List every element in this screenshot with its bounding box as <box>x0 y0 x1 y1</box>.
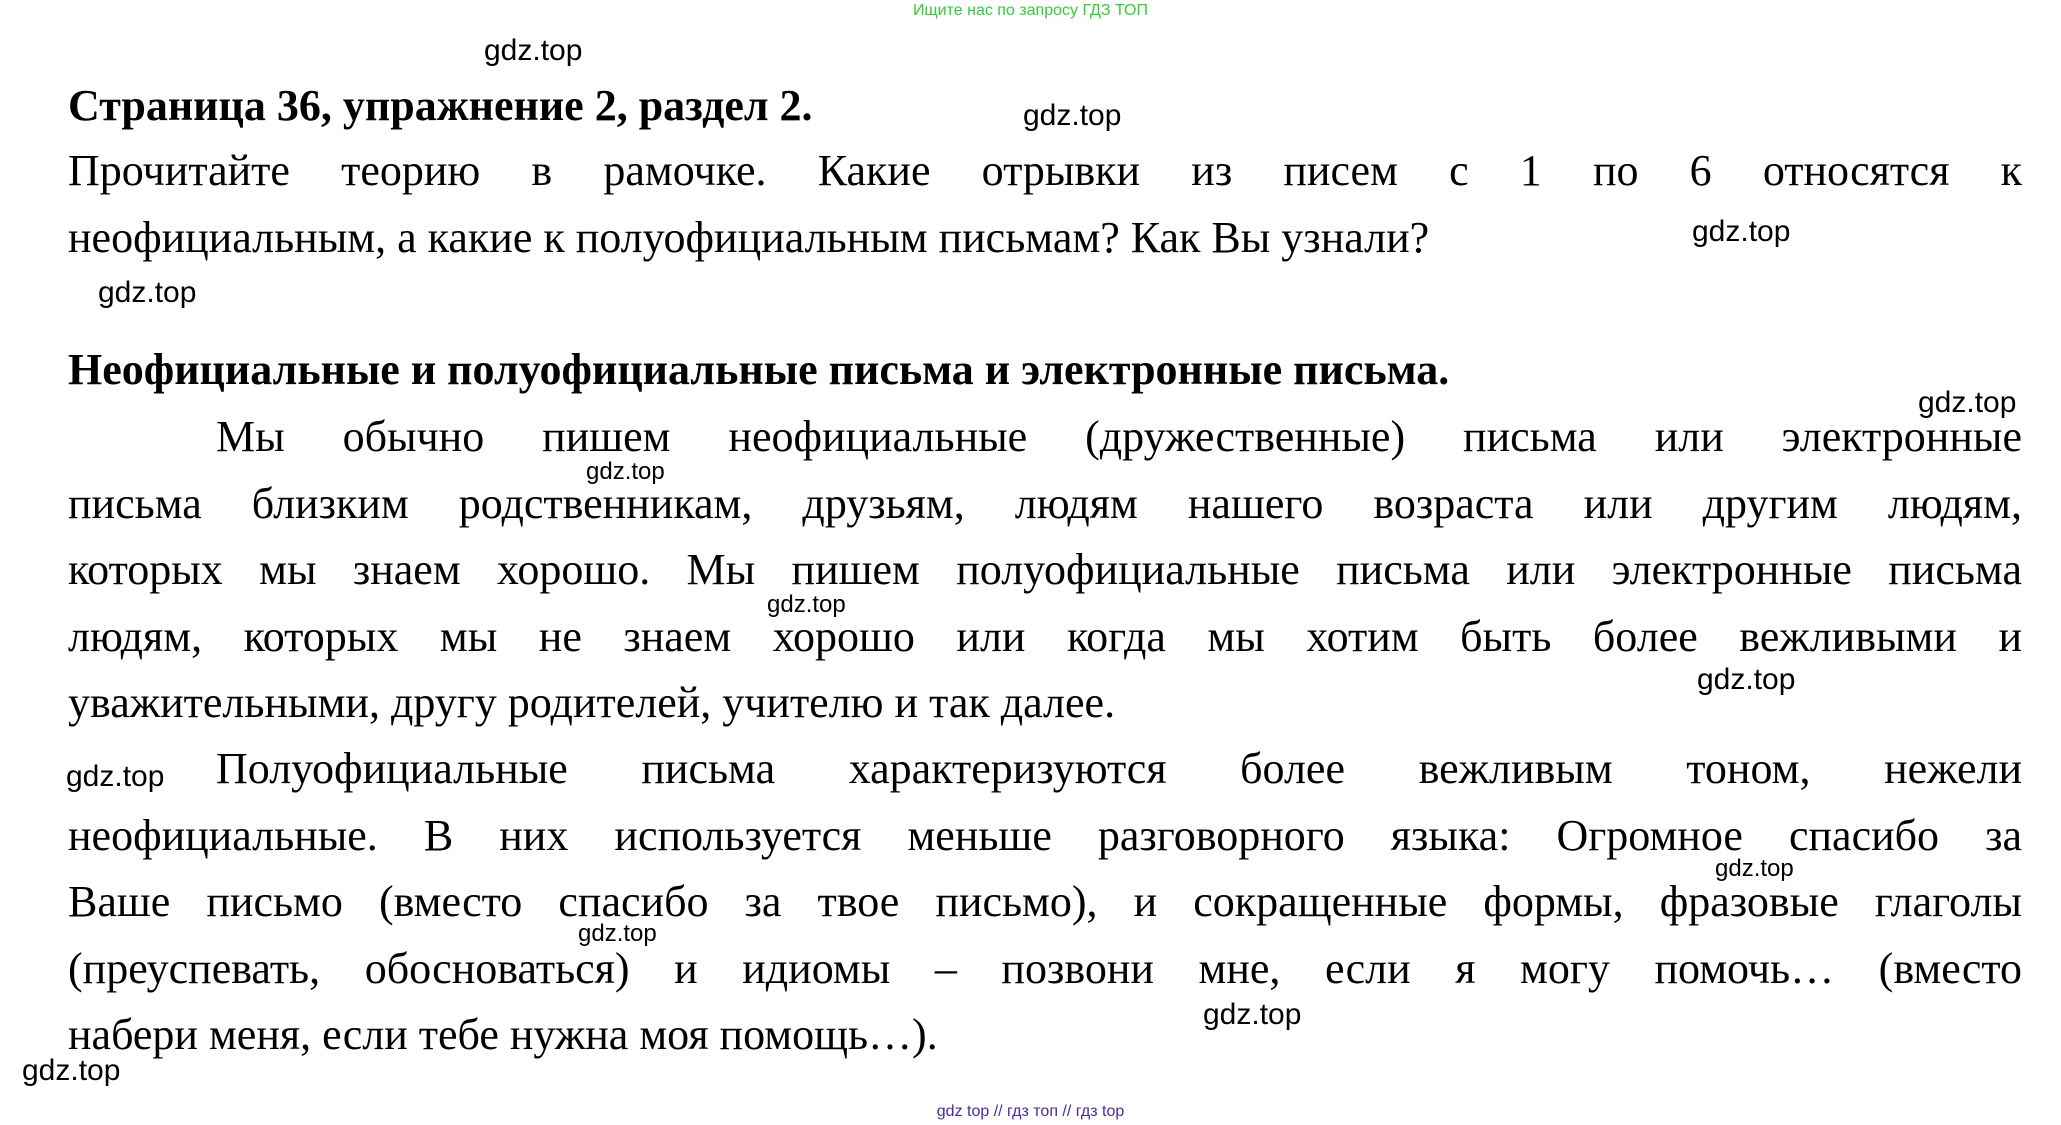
watermark: gdz.top <box>767 591 846 618</box>
task-line-2: неофициальным, а какие к полуофициальным письмам? Как Вы узнали? <box>68 212 1430 262</box>
paragraph-2 <box>68 736 2022 1069</box>
paragraph-2-line-1 <box>68 736 2022 803</box>
paragraph-1-line-4: людям, которых мы не знаем хорошо или когда мы хотим быть более вежливыми и <box>68 611 2022 661</box>
paragraph-2-line-1-text: Полуофициальные письма характеризуются более вежливым тоном, нежели <box>216 744 2022 793</box>
section-heading: Неофициальные и полуофициальные письма и электронные письма. <box>68 345 1450 394</box>
task-line-1: Прочитайте теорию в рамочке. Какие отрывки из писем с 1 по 6 относятся к <box>68 146 2022 195</box>
watermark: gdz.top <box>1715 855 1794 882</box>
paragraph-2-line-2: неофициальные. В них используется меньше разговорного языка: Огромное спасибо за <box>68 810 2022 860</box>
watermark: gdz.top <box>1692 215 1791 248</box>
paragraph-2-line-3: Ваше письмо (вместо спасибо за твое письмо), и сокращенные формы, фразовые глаголы <box>68 877 2022 926</box>
bottom-banner: gdz top // гдз топ // гдз top <box>936 1103 1125 1120</box>
paragraph-1-line-1-text: Мы обычно пишем неофициальные (дружественные) письма или электронные <box>216 412 2022 461</box>
top-banner: Ищите нас по запросу ГДЗ ТОП <box>913 2 1148 19</box>
watermark: gdz.top <box>22 1054 121 1087</box>
task-text <box>68 138 2022 271</box>
watermark: gdz.top <box>1697 663 1796 696</box>
paragraph-2-line-5: набери меня, если тебе нужна моя помощь…). <box>68 1010 938 1059</box>
paragraph-2-line-4: (преуспевать, обосноваться) и идиомы – позвони мне, если я могу помочь… (вместо <box>68 943 2022 993</box>
watermark: gdz.top <box>586 458 665 485</box>
watermark: gdz.top <box>66 760 165 793</box>
watermark: gdz.top <box>1023 99 1122 132</box>
watermark: gdz.top <box>484 34 583 67</box>
watermark: gdz.top <box>1918 386 2017 419</box>
paragraph-1-line-2: письма близким родственникам, друзьям, людям нашего возраста или другим людям, <box>68 478 2022 528</box>
watermark: gdz.top <box>1203 998 1302 1031</box>
watermark: gdz.top <box>98 276 197 309</box>
paragraph-1-line-5: уважительными, другу родителей, учителю и так далее. <box>68 678 1116 727</box>
watermark: gdz.top <box>578 920 657 947</box>
page-title: Страница 36, упражнение 2, раздел 2. <box>68 81 813 130</box>
paragraph-1-line-3: которых мы знаем хорошо. Мы пишем полуофициальные письма или электронные письма <box>68 545 2022 594</box>
paragraph-1-line-1 <box>68 404 2022 471</box>
